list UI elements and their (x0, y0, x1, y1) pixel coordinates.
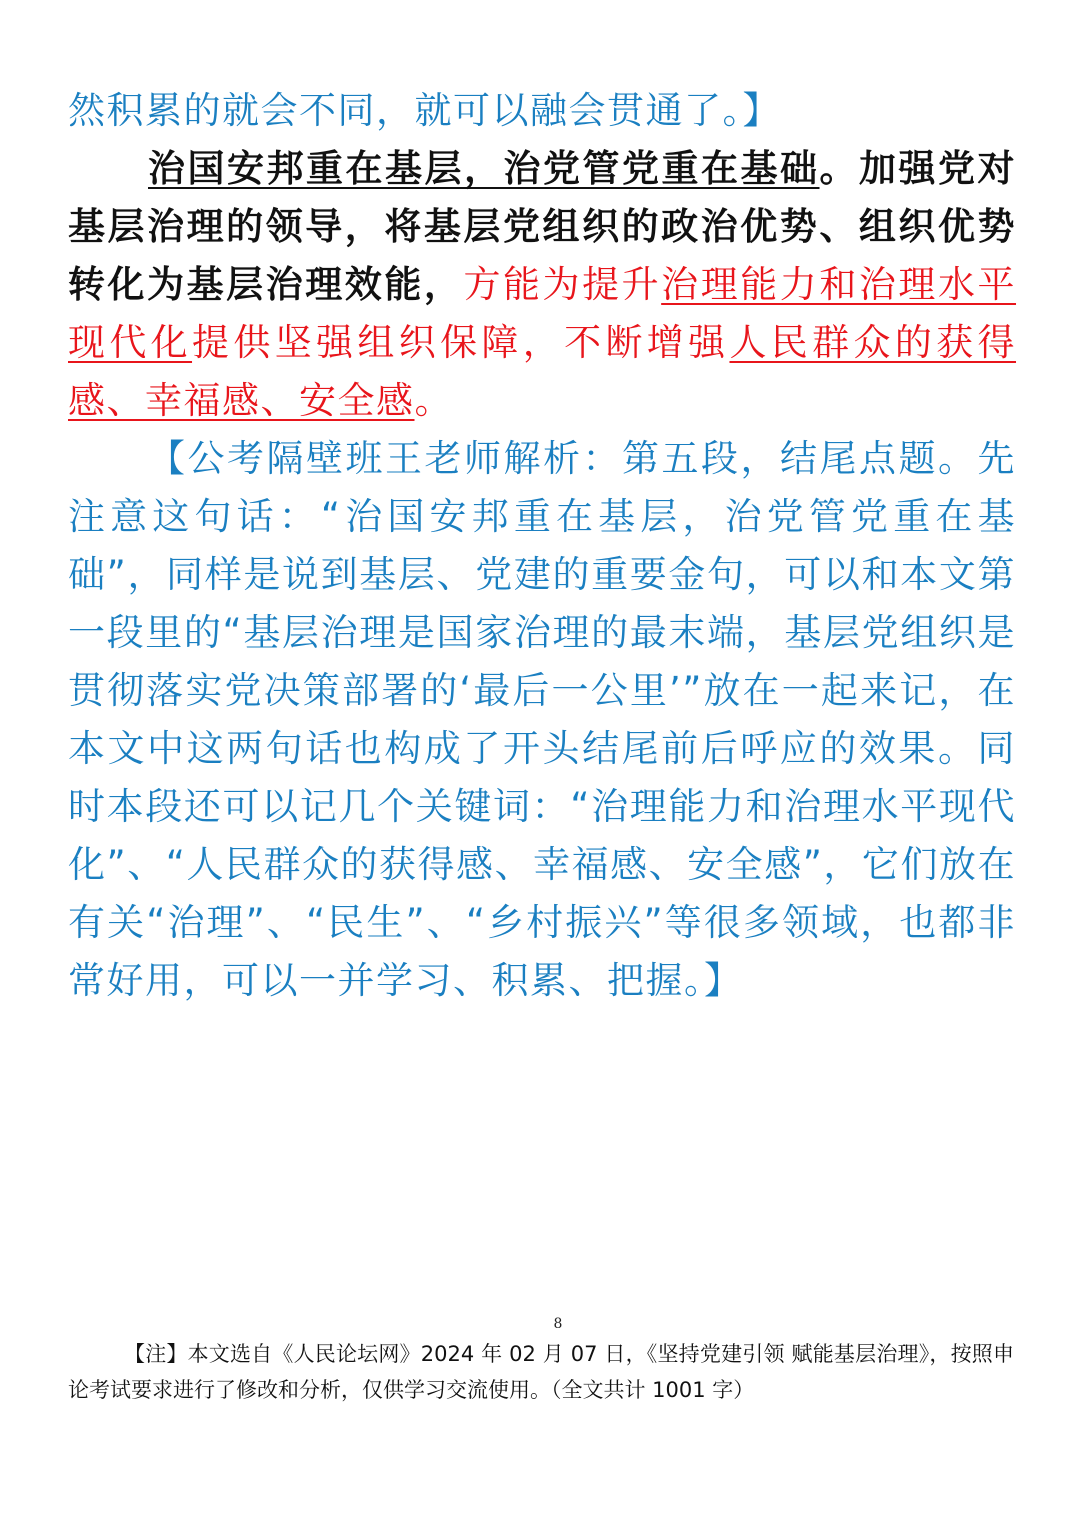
analysis-continuation (68, 82, 1016, 140)
emphasis-end: 。 (414, 379, 453, 422)
emphasis-underlined-2: 人民群众的获得感、幸福感、安全感 (68, 321, 1017, 422)
footnote-text: 【注】本文选自《人民论坛网》2024 年 02 月 07 日，《坚持党建引领 赋能基层治理》，按照申论考试要求进行了修改和分析，仅供学习交流使用。（全文共计 1001 字） (68, 1342, 1014, 1402)
page-number: 8 (553, 1316, 563, 1332)
teacher-analysis (68, 430, 1016, 1010)
emphasis-underlined-1: 治理能力和治理水平现代化 (68, 263, 1017, 364)
emphasis-text-1: 方能为提升 (463, 263, 662, 306)
source-footnote (68, 1336, 1014, 1408)
teacher-analysis-text: 【公考隔壁班王老师解析：第五段，结尾点题。先注意这句话：“治国安邦重在基层，治党管党重在基础”，同样是说到基层、党建的重要金句，可以和本文第一段里的“基层治理是国家治理的最末端，基层党组织是贯彻落实党决策部署的‘最后一公里’”放在一起来记，在本文中这两句话也构成了开头结尾前后呼应的效果。同时本段还可以记几个关键词：“治理能力和治理水平现代化”、“人民群众的获得感、幸福感、安全感”，它们放在有关“治理”、“民生”、“乡村振兴”等很多领域，也都非常好用，可以一并学习、积累、把握。】 (68, 437, 1016, 1002)
key-sentence-underlined: 治国安邦重在基层，治党管党重在基础 (148, 147, 820, 190)
emphasis-text-2: 提供坚强组织保障，不断增强 (192, 321, 730, 364)
article-body (68, 82, 1016, 1010)
paragraph-five-text: 。加强党对基层治理的领导，将基层党组织的政治优势、组织优势转化为基层治理效能， (68, 147, 1016, 306)
article-paragraph-five (68, 140, 1016, 430)
analysis-continuation-text: 然积累的就会不同，就可以融会贯通了。】 (68, 89, 781, 132)
